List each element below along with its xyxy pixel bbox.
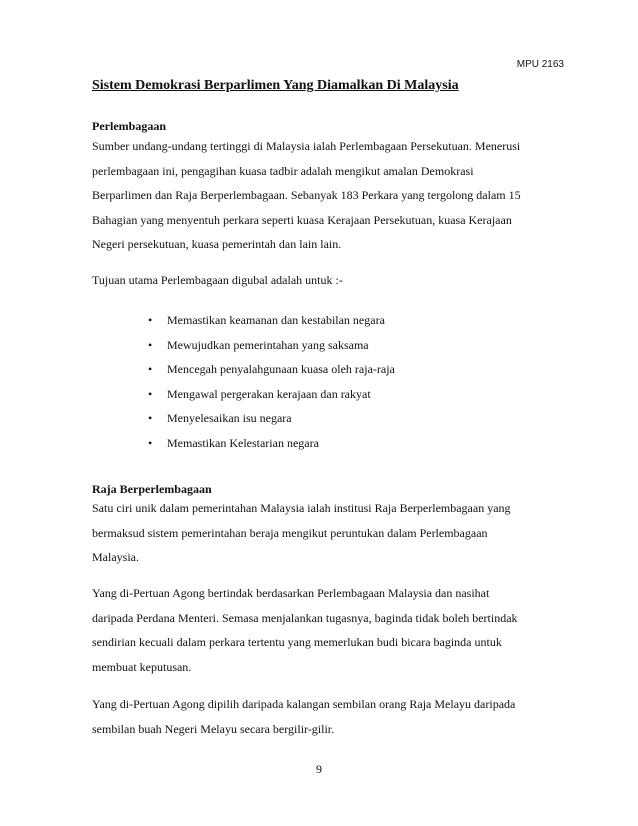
paragraph-line: Yang di-Pertuan Agong dipilih daripada kalangan sembilan orang Raja Melayu daripada bbox=[92, 697, 516, 711]
list-item bbox=[0, 406, 638, 431]
list-item-text: Menyelesaikan isu negara bbox=[167, 411, 292, 425]
course-code: MPU 2163 bbox=[516, 59, 564, 70]
section-heading-perlembagaan: Perlembagaan bbox=[92, 119, 166, 133]
paragraph-line: Malaysia. bbox=[92, 550, 139, 564]
paragraph-line: membuat keputusan. bbox=[92, 659, 192, 674]
bullet-icon: • bbox=[148, 362, 153, 376]
paragraph-line: Yang di-Pertuan Agong bertindak berdasarkan Perlembagaan Malaysia dan nasihat bbox=[92, 586, 490, 600]
paragraph-line: Bahagian yang menyentuh perkara seperti kuasa Kerajaan Persekutuan, kuasa Kerajaan bbox=[92, 212, 512, 227]
bullet-icon: • bbox=[148, 337, 153, 352]
paragraph-raja-1 bbox=[92, 496, 557, 570]
list-item bbox=[0, 357, 638, 382]
paragraph-line: Sumber undang-undang tertinggi di Malaysia ialah Perlembagaan Persekutuan. Menerusi bbox=[92, 139, 521, 153]
paragraph-raja-2 bbox=[92, 581, 557, 679]
paragraph-line: sembilan buah Negeri Melayu secara bergilir-gilir. bbox=[92, 721, 335, 736]
paragraph-line: Negeri persekutuan, kuasa pemerintah dan lain lain. bbox=[92, 237, 342, 251]
list-item-text: Mengawal pergerakan kerajaan dan rakyat bbox=[167, 386, 371, 401]
paragraph-line: Berparlimen dan Raja Berperlembagaan. Sebanyak 183 Perkara yang tergolong dalam 15 bbox=[92, 188, 521, 202]
paragraph-line: bermaksud sistem pemerintahan beraja mengikut peruntukan dalam Perlembagaan bbox=[92, 525, 488, 540]
paragraph-intro: Tujuan utama Perlembagaan digubal adalah untuk :- bbox=[92, 273, 343, 287]
list-item bbox=[0, 333, 638, 358]
paragraph-line: perlembagaan ini, pengagihan kuasa tadbir adalah mengikut amalan Demokrasi bbox=[92, 163, 474, 178]
bullet-icon: • bbox=[148, 313, 153, 327]
list-item bbox=[0, 308, 638, 333]
page-number: 9 bbox=[316, 762, 322, 776]
list-item-text: Memastikan keamanan dan kestabilan negara bbox=[167, 313, 385, 327]
bullet-icon: • bbox=[148, 435, 153, 450]
paragraph-line: sendirian kecuali dalam perkara tertentu yang memerlukan budi bicara baginda untuk bbox=[92, 635, 502, 649]
bullet-icon: • bbox=[148, 386, 153, 401]
purpose-list bbox=[0, 308, 638, 455]
document-title: Sistem Demokrasi Berparlimen Yang Diamalkan Di Malaysia bbox=[92, 78, 459, 93]
list-item-text: Mencegah penyalahgunaan kuasa oleh raja-raja bbox=[167, 362, 395, 376]
paragraph-line: Satu ciri unik dalam pemerintahan Malaysia ialah institusi Raja Berperlembagaan yang bbox=[92, 501, 511, 515]
paragraph-raja-3 bbox=[92, 692, 557, 741]
list-item bbox=[0, 382, 638, 407]
bullet-icon: • bbox=[148, 411, 153, 425]
paragraph-perlembagaan bbox=[92, 134, 557, 257]
list-item bbox=[0, 431, 638, 456]
paragraph-line: daripada Perdana Menteri. Semasa menjalankan tugasnya, baginda tidak boleh bertindak bbox=[92, 610, 518, 625]
list-item-text: Mewujudkan pemerintahan yang saksama bbox=[167, 337, 369, 352]
list-item-text: Memastikan Kelestarian negara bbox=[167, 435, 319, 450]
section-heading-raja-berperlembagaan: Raja Berperlembagaan bbox=[92, 482, 212, 496]
